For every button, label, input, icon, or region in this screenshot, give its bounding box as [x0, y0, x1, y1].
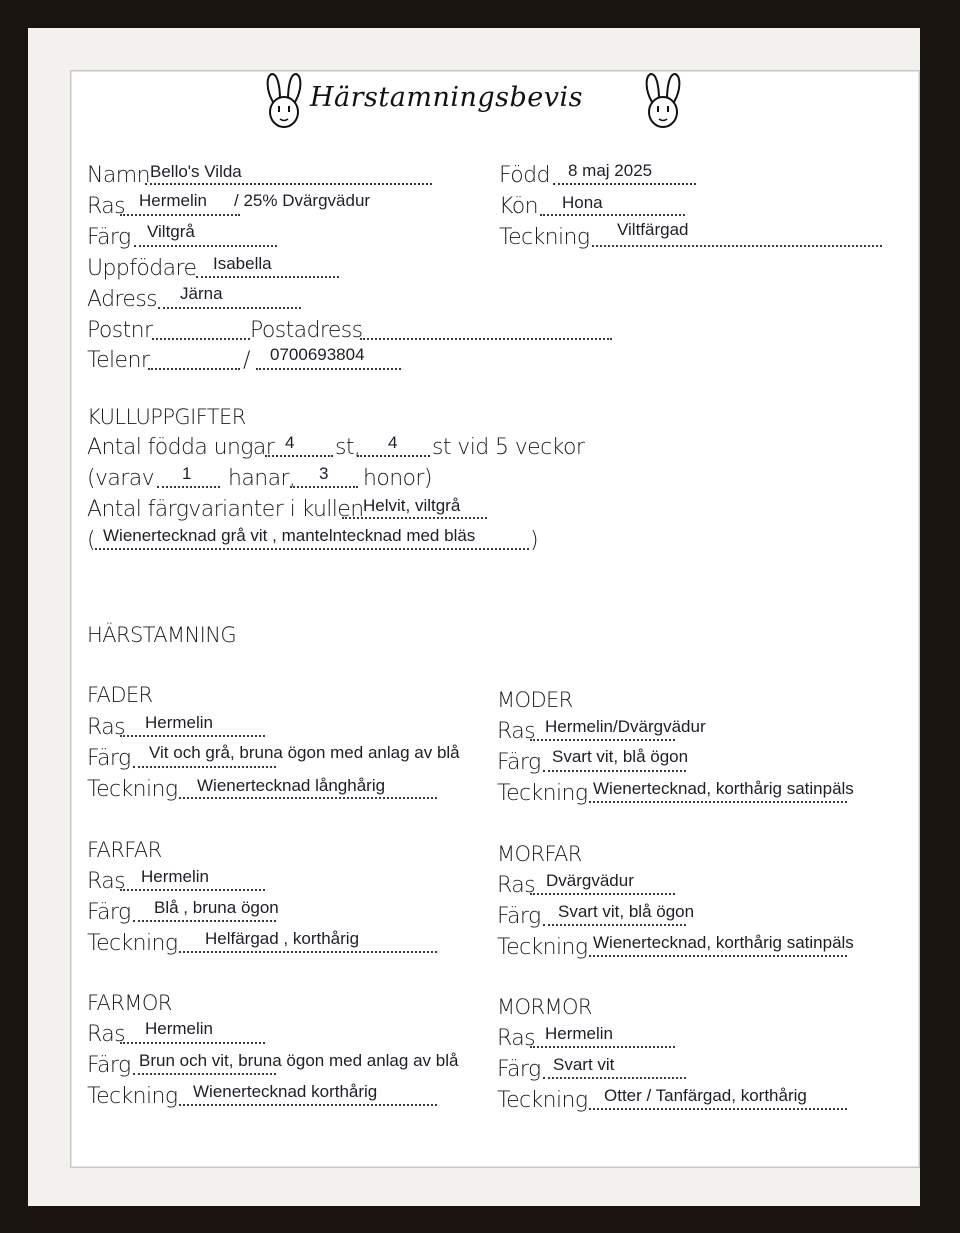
fader-ras-label: Ras	[87, 715, 125, 740]
farmor-ras-value[interactable]: Hermelin	[145, 1019, 214, 1038]
farg-line	[134, 245, 277, 247]
uppfodare-line	[196, 276, 339, 278]
page-title: Härstamningsbevis	[310, 82, 584, 113]
mormor-heading: MORMOR	[497, 995, 592, 1019]
fargvarianter-detail-line	[95, 548, 529, 550]
antal-fodda-line	[265, 455, 333, 457]
fodd-line	[553, 183, 696, 185]
ras-line	[120, 214, 240, 216]
varav-label: (varav	[87, 466, 155, 491]
fader-heading: FADER	[87, 683, 153, 707]
uppfodare-label: Uppfödare	[87, 256, 197, 281]
ras-label: Ras	[87, 194, 125, 219]
farmor-teckning-line	[179, 1104, 437, 1106]
farmor-teckning-value[interactable]: Wienertecknad korthårig	[193, 1082, 378, 1101]
farmor-ras-label: Ras	[87, 1022, 125, 1047]
fader-ras-line	[120, 735, 265, 737]
ras-value[interactable]: Hermelin	[139, 191, 208, 210]
postadress-label: Postadress	[250, 318, 363, 343]
farfar-teckning-line	[179, 951, 437, 953]
telenr-value[interactable]: 0700693804	[270, 345, 365, 364]
antal-fodda-label: Antal födda ungar	[87, 435, 275, 460]
honor-line	[290, 486, 358, 488]
mormor-teckning-label: Teckning	[497, 1088, 588, 1113]
morfar-teckning-label: Teckning	[497, 935, 588, 960]
namn-line	[145, 183, 432, 185]
adress-value[interactable]: Järna	[180, 284, 223, 303]
fader-teckning-label: Teckning	[87, 777, 178, 802]
moder-teckning-label: Teckning	[497, 781, 588, 806]
morfar-ras-line	[530, 893, 675, 895]
farfar-farg-value[interactable]: Blå , bruna ögon	[154, 898, 279, 917]
fader-teckning-line	[179, 797, 437, 799]
moder-ras-label: Ras	[497, 719, 535, 744]
morfar-farg-value[interactable]: Svart vit, blå ögon	[558, 902, 695, 921]
teckning-line	[592, 245, 882, 247]
fodd-value[interactable]: 8 maj 2025	[568, 161, 653, 180]
morfar-teckning-value[interactable]: Wienertecknad, korthårig satinpäls	[593, 933, 854, 952]
adress-label: Adress	[87, 287, 158, 312]
farfar-ras-label: Ras	[87, 869, 125, 894]
farmor-farg-label: Färg	[87, 1053, 131, 1078]
farmor-ras-line	[120, 1042, 265, 1044]
moder-heading: MODER	[497, 688, 573, 712]
mormor-farg-value[interactable]: Svart vit	[553, 1055, 615, 1074]
telenr-slash: /	[243, 348, 250, 373]
morfar-ras-label: Ras	[497, 873, 535, 898]
moder-teckning-line	[589, 801, 847, 803]
st-label-1: st,	[335, 435, 361, 460]
telenr-line-2	[256, 368, 401, 370]
antal-5v-value[interactable]: 4	[388, 433, 398, 452]
telenr-line-1	[148, 368, 240, 370]
paren-open: (	[87, 528, 95, 553]
farmor-heading: FARMOR	[87, 991, 172, 1015]
morfar-farg-label: Färg	[497, 904, 541, 929]
fodd-label: Född	[499, 163, 550, 188]
fader-farg-label: Färg	[87, 746, 131, 771]
fargvarianter-line	[342, 517, 487, 519]
harstamning-heading: HÄRSTAMNING	[87, 623, 237, 647]
kon-line	[540, 214, 685, 216]
telenr-label: Telenr	[87, 348, 150, 373]
st-label-2: st vid 5 veckor	[432, 435, 585, 460]
antal-fodda-value[interactable]: 4	[285, 433, 295, 452]
moder-farg-label: Färg	[497, 750, 541, 775]
morfar-heading: MORFAR	[497, 842, 582, 866]
farmor-farg-line	[133, 1073, 276, 1075]
honor-label: honor)	[363, 466, 432, 491]
fader-farg-value[interactable]: Vit och grå, bruna ögon med anlag av blå	[149, 743, 460, 762]
paren-close: )	[530, 528, 538, 553]
morfar-farg-line	[543, 924, 686, 926]
moder-ras-value[interactable]: Hermelin/Dvärgvädur	[545, 717, 706, 736]
farg-value[interactable]: Viltgrå	[147, 222, 195, 241]
farfar-farg-line	[133, 920, 276, 922]
mormor-farg-label: Färg	[497, 1057, 541, 1082]
farmor-teckning-label: Teckning	[87, 1084, 178, 1109]
antal-5v-line	[357, 455, 430, 457]
bunny-icon	[258, 72, 310, 132]
moder-farg-line	[543, 770, 686, 772]
hanar-value[interactable]: 1	[182, 464, 192, 483]
moder-farg-value[interactable]: Svart vit, blå ögon	[552, 747, 689, 766]
farfar-farg-label: Färg	[87, 900, 131, 925]
mormor-teckning-line	[589, 1108, 847, 1110]
farfar-ras-line	[120, 889, 265, 891]
postnr-label: Postnr	[87, 318, 153, 343]
bunny-icon	[637, 72, 689, 132]
uppfodare-value[interactable]: Isabella	[213, 254, 272, 273]
fader-farg-line	[133, 766, 276, 768]
mormor-teckning-value[interactable]: Otter / Tanfärgad, korthårig	[604, 1086, 807, 1105]
farmor-farg-value[interactable]: Brun och vit, bruna ögon med anlag av blå	[139, 1051, 459, 1070]
teckning-label: Teckning	[499, 225, 590, 250]
morfar-ras-value[interactable]: Dvärgvädur	[546, 871, 634, 890]
adress-line	[158, 307, 301, 309]
moder-ras-line	[530, 739, 675, 741]
hanar-label: hanar,	[228, 466, 296, 491]
kull-heading: KULLUPPGIFTER	[87, 405, 246, 429]
teckning-value[interactable]: Viltfärgad	[617, 220, 689, 239]
farfar-teckning-label: Teckning	[87, 931, 178, 956]
ras-extra-value[interactable]: / 25% Dvärgvädur	[234, 191, 371, 210]
fader-teckning-value[interactable]: Wienertecknad långhårig	[197, 776, 386, 795]
mormor-ras-label: Ras	[497, 1026, 535, 1051]
kon-value[interactable]: Hona	[562, 193, 603, 212]
farfar-ras-value[interactable]: Hermelin	[141, 867, 210, 886]
farfar-teckning-value[interactable]: Helfärgad , korthårig	[205, 929, 360, 948]
postnr-line	[152, 338, 250, 340]
farfar-heading: FARFAR	[87, 838, 162, 862]
fader-ras-value[interactable]: Hermelin	[145, 713, 214, 732]
mormor-farg-line	[543, 1077, 686, 1079]
hanar-line	[157, 486, 220, 488]
certificate-paper	[70, 70, 920, 1168]
namn-label: Namn	[87, 163, 150, 188]
fargvarianter-value[interactable]: Helvit, viltgrå	[363, 496, 461, 515]
kon-label: Kön	[499, 194, 538, 219]
mormor-ras-value[interactable]: Hermelin	[545, 1024, 614, 1043]
honor-value[interactable]: 3	[319, 464, 329, 483]
farg-label: Färg	[87, 225, 131, 250]
namn-value[interactable]: Bello's Vilda	[150, 162, 242, 181]
morfar-teckning-line	[589, 955, 847, 957]
fargvarianter-detail-value[interactable]: Wienertecknad grå vit , mantelntecknad med bläs	[103, 526, 476, 545]
postadress-line	[360, 338, 612, 340]
fargvarianter-label: Antal färgvarianter i kullen	[87, 497, 364, 522]
mormor-ras-line	[530, 1046, 675, 1048]
moder-teckning-value[interactable]: Wienertecknad, korthårig satinpäls	[593, 779, 854, 798]
